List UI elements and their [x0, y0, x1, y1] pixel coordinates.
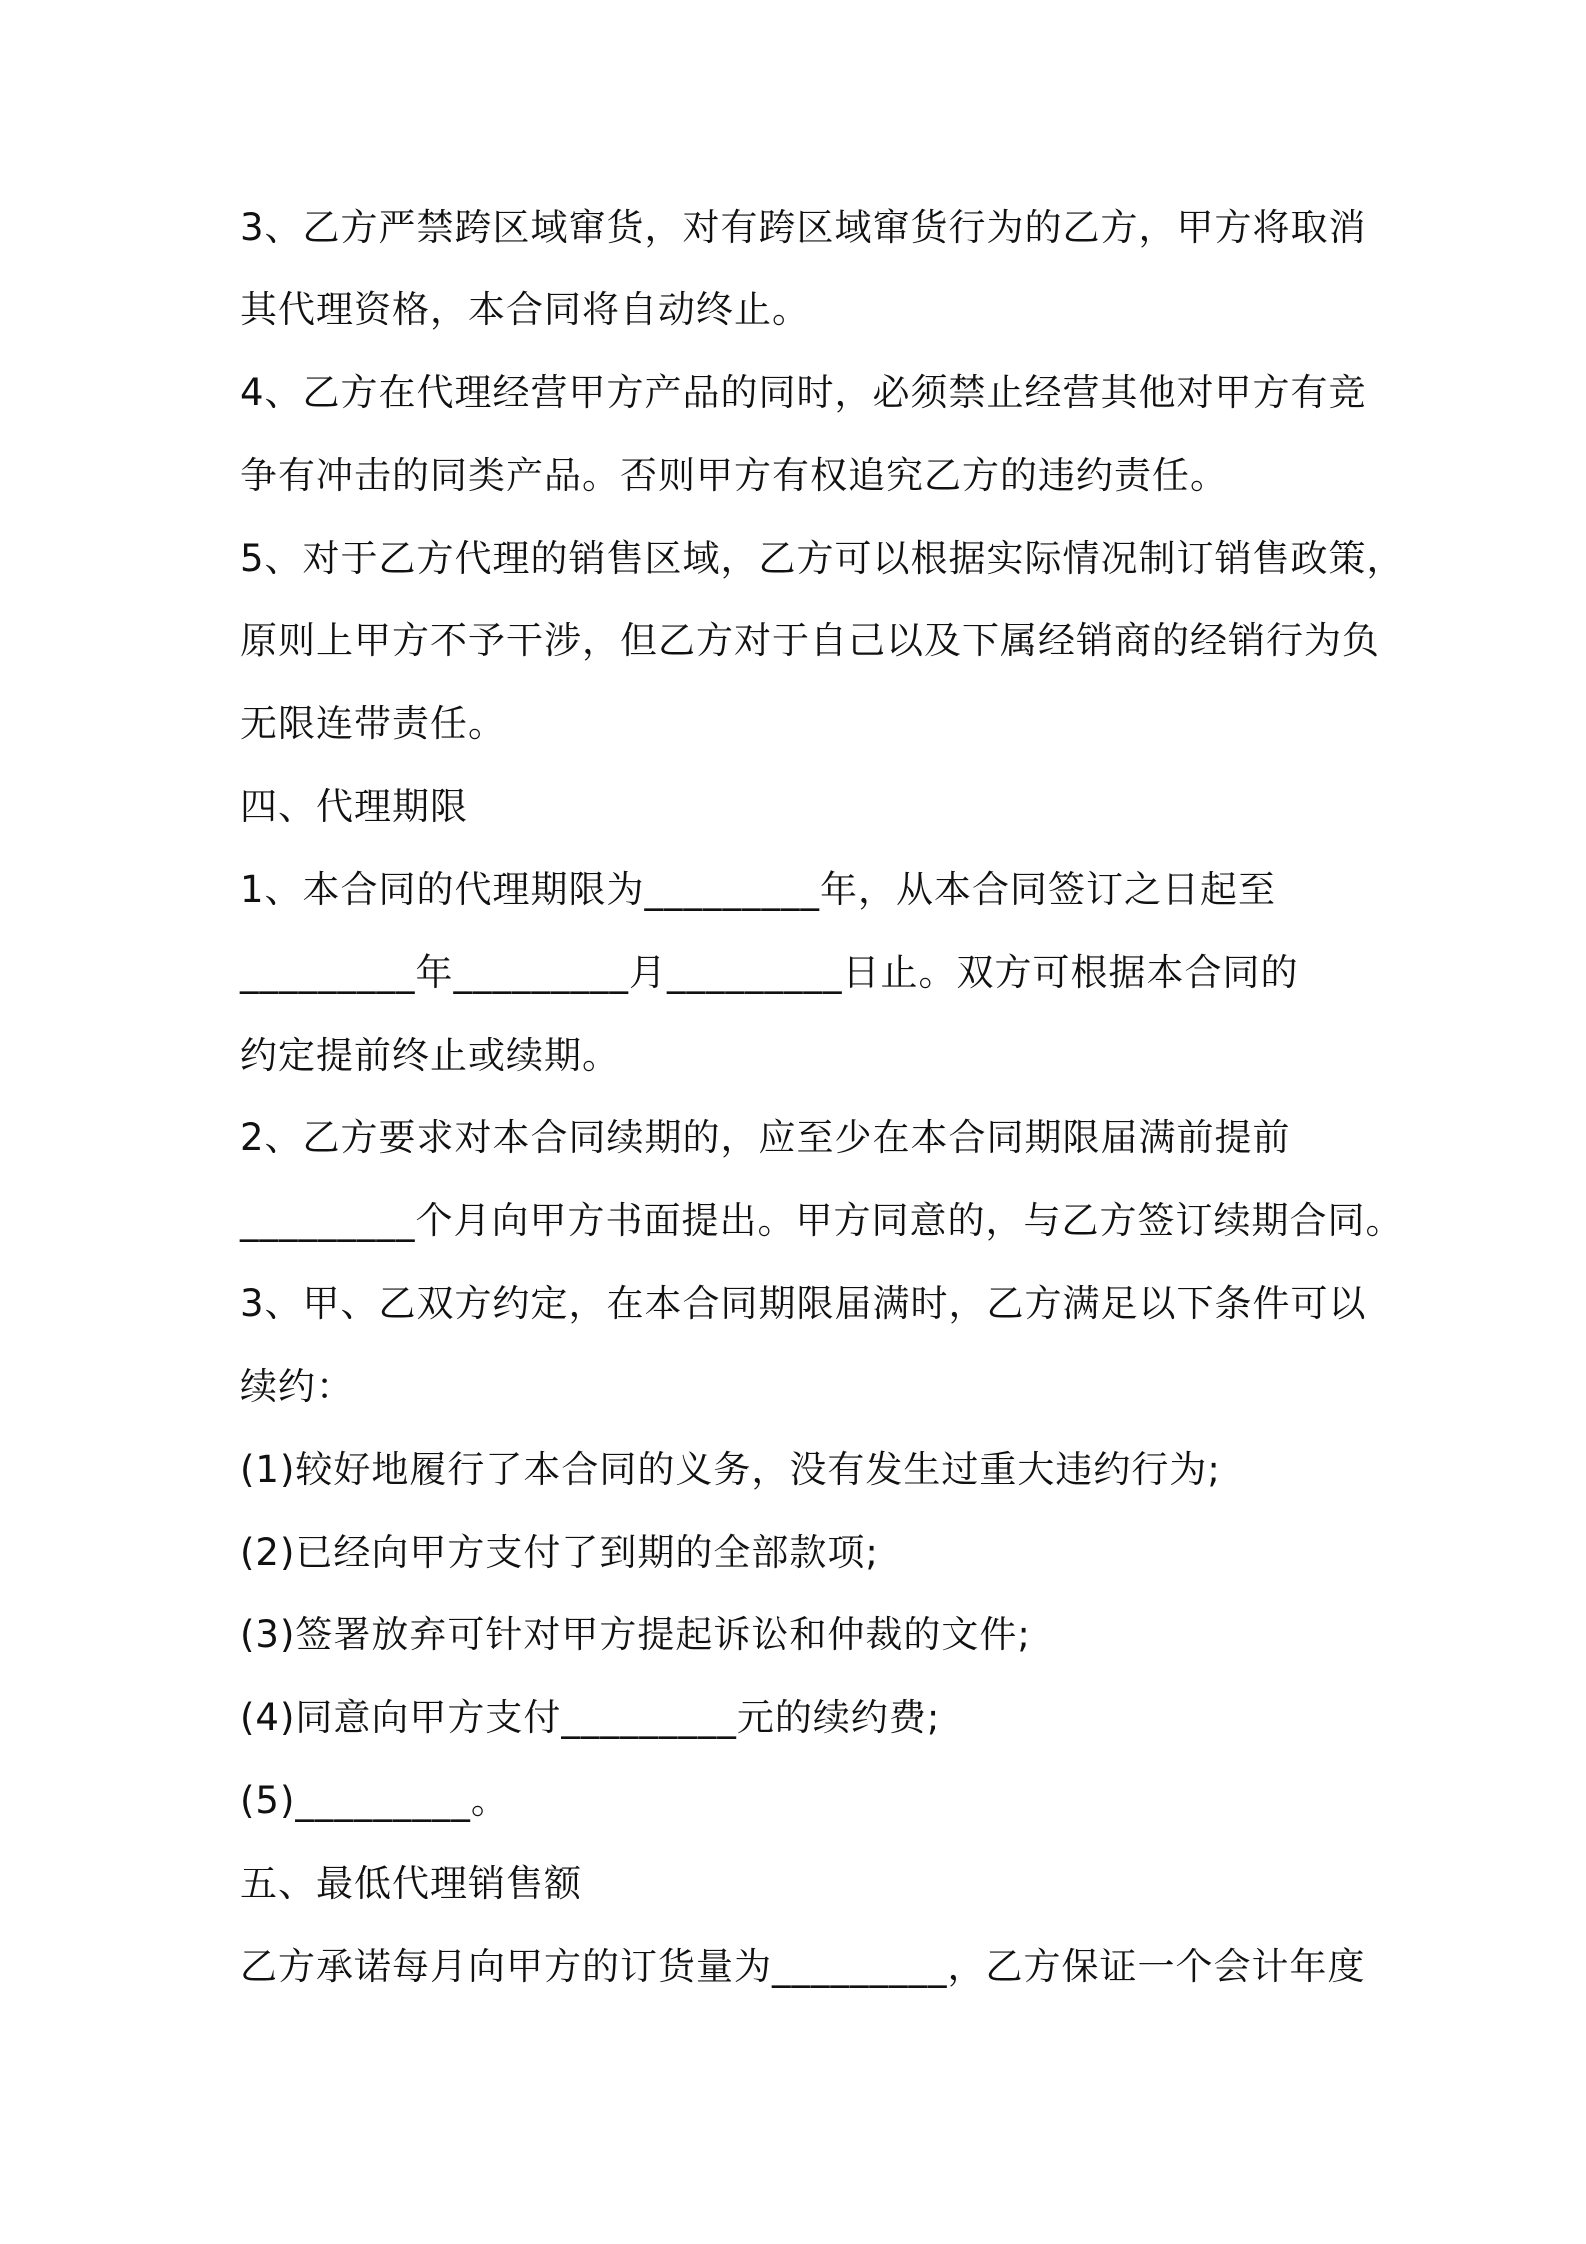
paragraph-line: 1、本合同的代理期限为_________年，从本合同签订之日起至	[240, 868, 1277, 911]
paragraph-line: 原则上甲方不予干涉，但乙方对于自己以及下属经销商的经销行为负	[240, 619, 1380, 662]
list-item: (2)已经向甲方支付了到期的全部款项;	[240, 1531, 879, 1574]
paragraph-line: 约定提前终止或续期。	[240, 1034, 620, 1077]
paragraph-line: 5、对于乙方代理的销售区域，乙方可以根据实际情况制订销售政策，	[240, 537, 1405, 580]
list-item: (4)同意向甲方支付_________元的续约费;	[240, 1696, 941, 1739]
paragraph-line: 无限连带责任。	[240, 702, 506, 745]
paragraph-line: 2、乙方要求对本合同续期的，应至少在本合同期限届满前提前	[240, 1116, 1291, 1159]
section-heading: 四、代理期限	[240, 785, 468, 828]
paragraph-line: _________个月向甲方书面提出。甲方同意的，与乙方签订续期合同。	[240, 1199, 1404, 1242]
list-item: (3)签署放弃可针对甲方提起诉讼和仲裁的文件;	[240, 1613, 1031, 1656]
paragraph-line: 争有冲击的同类产品。否则甲方有权追究乙方的违约责任。	[240, 454, 1228, 497]
paragraph-line: 3、乙方严禁跨区域窜货，对有跨区域窜货行为的乙方，甲方将取消	[240, 206, 1367, 249]
section-heading: 五、最低代理销售额	[240, 1862, 582, 1905]
list-item: (5)_________。	[240, 1779, 509, 1822]
paragraph-line: 4、乙方在代理经营甲方产品的同时，必须禁止经营其他对甲方有竞	[240, 371, 1367, 414]
list-item: (1)较好地履行了本合同的义务，没有发生过重大违约行为;	[240, 1448, 1221, 1491]
paragraph-line: 其代理资格，本合同将自动终止。	[240, 288, 810, 331]
paragraph-line: 3、甲、乙双方约定，在本合同期限届满时，乙方满足以下条件可以	[240, 1282, 1367, 1325]
paragraph-line: 乙方承诺每月向甲方的订货量为_________，乙方保证一个会计年度	[240, 1945, 1366, 1988]
paragraph-line: _________年_________月_________日止。双方可根据本合同的	[240, 951, 1299, 994]
paragraph-line: 续约：	[240, 1365, 354, 1408]
